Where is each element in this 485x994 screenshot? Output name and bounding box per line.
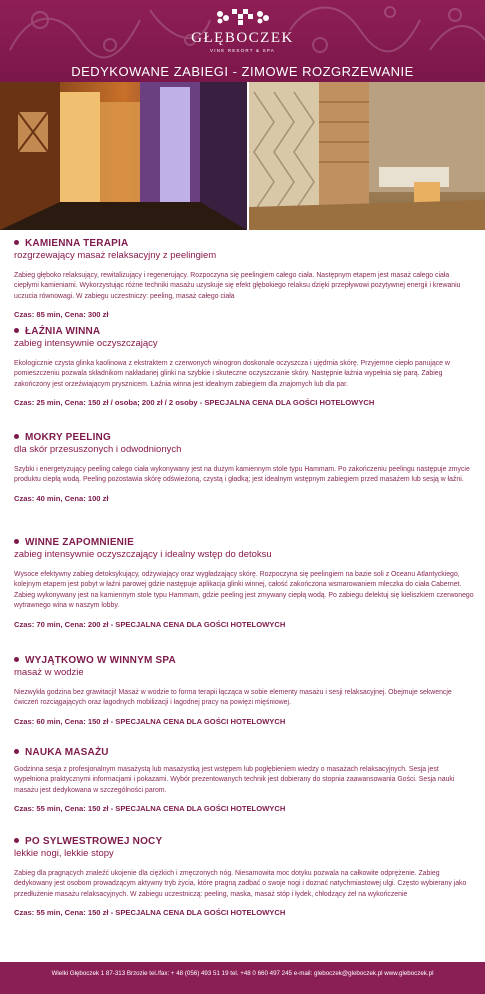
footer-contact: [0, 962, 485, 994]
service-title: PO SYLWESTROWEJ NOCY: [14, 836, 474, 848]
grape-vine-icon: [212, 6, 274, 28]
spa-hammam-photo: [249, 82, 485, 230]
service-price: Czas: 55 min, Cena: 150 zł - SPECJALNA CENA DLA GOŚCI HOTELOWYCH: [14, 908, 286, 918]
service-price: Czas: 60 min, Cena: 150 zł - SPECJALNA CENA DLA GOŚCI HOTELOWYCH: [14, 716, 286, 726]
service-description: Wysoce efektywny zabieg detoksykujący, odżywiający oraz wygładzający skórę. Rozpoczyna się peelingiem na bazie soli z Oceanu Atlantyckiego, kolejnym etapem jest pobyt w łaźni parowej gdzie następuje aplikacja glinki winnej, całość zakończona wsmarowaniem mleczka do ciała Cabernet. Zabieg wykonywany jest na kamiennym stole typu Hammam, gdzie peeling jest zmywany ciepłą wodą. Po zabiegu delektuj się kieliszkiem czerwonego wytrawnego wina w naszym lobby.: [14, 571, 474, 610]
contact-details: Wielki Głęboczek 1 87-313 Brzozie tel./fax: + 48 (056) 493 51 19 tel. +48 0 660 497 245 e-mail: gleboczek@gleboczek.pl www.gleboczek.pl: [51, 970, 434, 977]
service-subtitle: zabieg intensywnie oczyszczający: [14, 338, 158, 349]
brand-tagline: VINE RESORT & SPA: [210, 48, 275, 53]
bullet-icon: [14, 328, 19, 333]
service-item: [14, 238, 474, 326]
photo-strip: [0, 82, 485, 230]
service-item: [14, 537, 474, 655]
service-price: Czas: 70 min, Cena: 200 zł - SPECJALNA CENA DLA GOŚCI HOTELOWYCH: [14, 619, 286, 629]
service-title: MOKRY PEELING: [14, 432, 474, 444]
brand-name: GŁĘBOCZEK: [191, 30, 294, 46]
service-subtitle: zabieg intensywnie oczyszczający i idealny wstęp do detoksu: [14, 549, 272, 560]
service-subtitle: dla skór przesuszonych i odwodnionych: [14, 444, 182, 455]
service-description: Niezwykła godzina bez grawitacji! Masaż w wodzie to forma terapii łącząca w sobie elementy masażu i sesji relaksacyjnej. Obejmuje sekwencje ćwiczeń rozciągających oraz łagodnych mobilizacji i łagodnej pracy na powięzi mięśniowej.: [14, 689, 452, 707]
service-description: Zabieg głęboko relaksujący, rewitalizujący i regenerujący. Rozpoczyna się peelingiem całego ciała. Następnym etapem jest masaż całego ciała ciepłymi kamieniami. Wykorzystując różne techniki masażu uzyskuje się efekt głębokiego relaksu dzięki przepływowi pozytywnej energii i krewaniu uczucia równowagi. W zabiegu uczestniczy: peeling, masaż całego ciała: [14, 272, 461, 300]
service-subtitle: lekkie nogi, lekkie stopy: [14, 848, 114, 859]
service-price: Czas: 55 min, Cena: 150 zł - SPECJALNA CENA DLA GOŚCI HOTELOWYCH: [14, 804, 286, 814]
service-description: Godzinna sesja z profesjonalnym masażystą lub masażystką jest wstępem lub pogłębieniem wiedzy o masażach relaksacyjnych. Sesja jest wypełniona praktycznymi informacjami i pokazami. Wybór prezentowanych technik jest dobierany do stopnia zaawansowania Gości. Sesja nauki masażu jest dedykowana w szczególności parom.: [14, 766, 455, 794]
bullet-icon: [14, 434, 19, 439]
service-title: WYJĄTKOWO W WINNYM SPA: [14, 655, 474, 667]
service-title: WINNE ZAPOMNIENIE: [14, 537, 474, 549]
service-title: ŁAŹNIA WINNA: [14, 326, 474, 338]
service-description: Zabieg dla pragnących znaleźć ukojenie dla ciężkich i zmęczonych nóg. Niesamowita moc dotyku pozwala na całkowite odprężenie. Zabieg dedykowany jest osobom prowadzącym aktywny tryb życia, które pragną zadbać o swoje nogi i doznać natychmiastowej ulgi. Często wybierany jako przedłużenie masażu relaksacyjnych. W zabiegu uczestniczą: peeling, maska, masaż stóp i łydek, chłodzący żel na wykończenie: [14, 870, 467, 898]
service-title: KAMIENNA TERAPIA: [14, 238, 474, 250]
header: [0, 0, 485, 82]
service-item: [14, 432, 474, 537]
service-item: [14, 747, 474, 836]
bullet-icon: [14, 240, 19, 245]
bullet-icon: [14, 838, 19, 843]
service-item: [14, 836, 474, 918]
service-price: Czas: 25 min, Cena: 150 zł / osoba; 200 zł / 2 osoby - SPECJALNA CENA DLA GOŚCI HOTELOWYCH: [14, 398, 375, 408]
service-item: [14, 655, 474, 747]
service-price: Czas: 85 min, Cena: 300 zł: [14, 310, 109, 320]
spa-corridor-photo: [0, 82, 247, 230]
service-subtitle: rozgrzewający masaż relaksacyjny z peelingiem: [14, 250, 217, 261]
service-subtitle: masaż w wodzie: [14, 667, 84, 678]
bullet-icon: [14, 749, 19, 754]
service-price: Czas: 40 min, Cena: 100 zł: [14, 493, 109, 503]
service-item: [14, 326, 474, 432]
service-description: Szybki i energetyzujący peeling całego ciała wykonywany jest na dużym kamiennym stole typu Hammam. Po zakończeniu peelingu następuje zmycie produktu ciepłą wodą. Peeling pozostawia skórę odświeżoną, czystą i gładką; jest idealnym wstępnym zabiegiem przed masażem lub sesją w łaźni.: [14, 466, 470, 484]
service-title: NAUKA MASAŻU: [14, 747, 474, 759]
brand-logo[interactable]: [0, 6, 485, 53]
bullet-icon: [14, 657, 19, 662]
page-title: DEDYKOWANE ZABIEGI - ZIMOWE ROZGRZEWANIE: [71, 64, 414, 79]
bullet-icon: [14, 539, 19, 544]
service-description: Ekologicznie czysta glinka kaolinowa z ekstraktem z czerwonych winogron doskonale oczyszcza i ujędrnia skórę. Przyjemne ciepło panujące w pomieszczeniu pozwala składnikom nakładanej glinki na szybkie i skuteczne oczyszczanie skóry. Następnie łaźnia wypełnia się parą. Zabieg zakończony jest orzeźwiającym prysznicem. Łaźnia winna jest idealnym zabiegiem dla znajomych lub dla par.: [14, 360, 450, 388]
services-list: [14, 238, 474, 931]
